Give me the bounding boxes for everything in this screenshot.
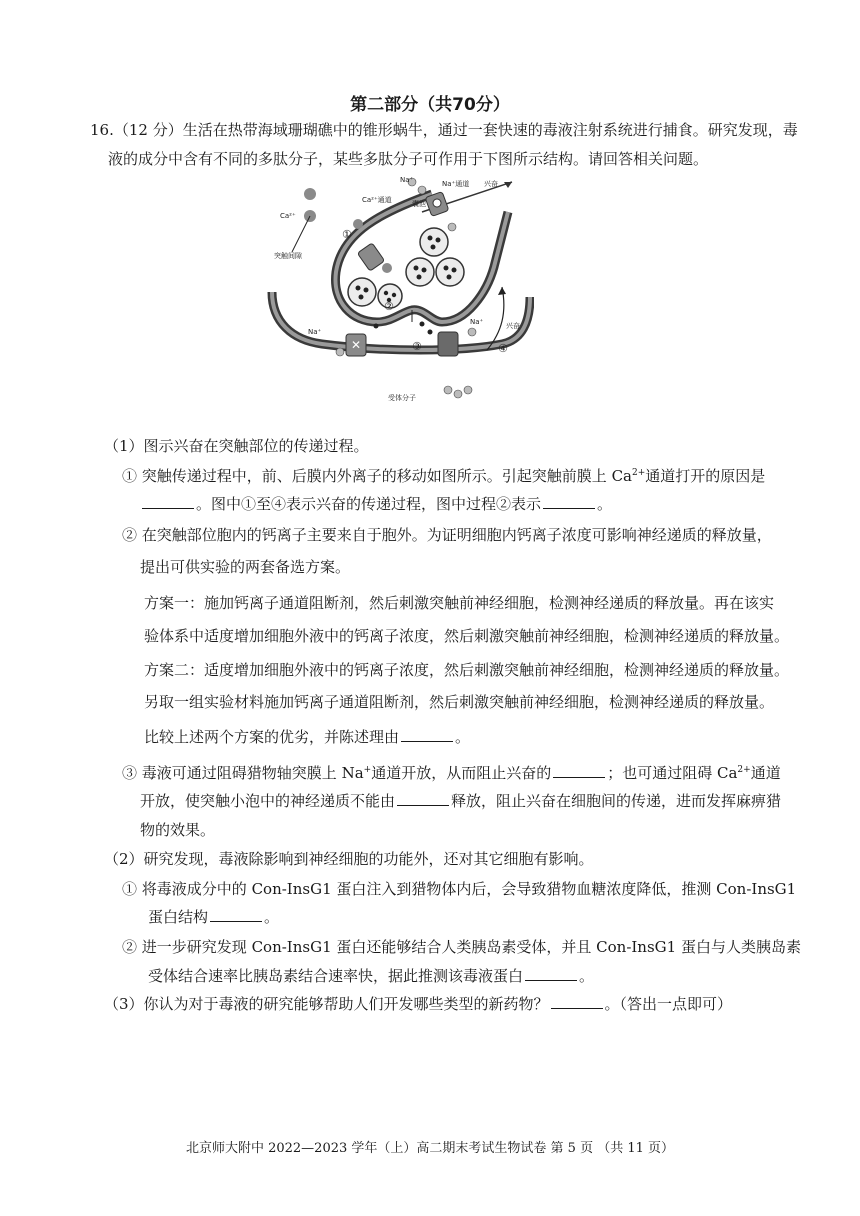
marker-1: ①	[342, 228, 352, 241]
part2-q1-line2: 蛋白结构 。	[148, 908, 280, 926]
question-number: 16.	[90, 121, 114, 139]
question-intro-line1: 16.（12 分）生活在热带海域珊瑚礁中的锥形蜗牛，通过一套快速的毒液注射系统进行捕食。研究发现，毒	[90, 121, 798, 139]
answer-blank[interactable]	[525, 966, 577, 981]
part1-q2-line1: ② 在突触部位胞内的钙离子主要来自于胞外。为证明细胞内钙离子浓度可影响神经递质的释放量，	[122, 526, 772, 544]
plan-a-line2: 验体系中适度增加细胞外液中的钙离子浓度，然后刺激突触前神经细胞，检测神经递质的释放量。	[144, 627, 790, 645]
part1-q1-line2: 。图中①至④表示兴奋的传递过程，图中过程②表示 。	[140, 494, 612, 514]
section-title: 第二部分（共70分）	[350, 95, 510, 115]
plan-b-line2: 另取一组实验材料施加钙离子通道阻断剂，然后刺激突触前神经细胞，检测神经递质的释放量。	[144, 693, 775, 711]
label-receptor: 受体分子	[388, 394, 416, 402]
answer-blank[interactable]	[553, 763, 605, 778]
answer-blank[interactable]	[397, 791, 449, 806]
part1-q3-line1: ③ 毒液可通过阻碍猎物轴突膜上 Na+通道开放，从而阻止兴奋的 ；也可通过阻碍 $Ca^{2+}$通道	[122, 764, 781, 782]
part1-q1-line1: ① 突触传递过程中，前、后膜内外离子的移动如图所示。引起突触前膜上 $Ca^{2+}$通道打开的原因是	[122, 467, 766, 485]
synapse-figure	[262, 172, 534, 412]
label-excite-top: 兴奋	[484, 180, 498, 188]
part3-line: （3）你认为对于毒液的研究能够帮助人们开发哪些类型的新药物？ 。（答出一点即可）	[104, 995, 733, 1013]
part1-q3-line3: 物的效果。	[140, 821, 216, 839]
part1-q3-line2: 开放，使突触小泡中的神经递质不能由 释放，阻止兴奋在细胞间的传递，进而发挥麻痹猎	[140, 792, 782, 810]
answer-blank[interactable]	[210, 907, 262, 922]
question-intro-line2: 液的成分中含有不同的多肽分子，某些多肽分子可作用于下图所示结构。请回答相关问题。	[108, 150, 709, 168]
part1-q2-line2: 提出可供实验的两套备选方案。	[140, 558, 351, 576]
part2-q1-line1: ① 将毒液成分中的 Con-InsG1 蛋白注入到猎物体内后，会导致猎物血糖浓度降低，推测 Con-InsG1	[122, 880, 797, 898]
label-na-right: Na⁺	[470, 318, 484, 326]
label-cleft: 突触间隙	[274, 252, 302, 260]
part1-heading: （1）图示兴奋在突触部位的传递过程。	[104, 437, 369, 455]
part2-q2-line2: 受体结合速率比胰岛素结合速率快，据此推测该毒液蛋白 。	[148, 967, 595, 985]
page-footer: 北京师大附中 2022—2023 学年（上）高二期末考试生物试卷 第 5 页 （共 11 页）	[185, 1141, 675, 1156]
part2-q2-line1: ② 进一步研究发现 Con-InsG1 蛋白还能够结合人类胰岛素受体，并且 Con-InsG1 蛋白与人类胰岛素	[122, 938, 801, 956]
marker-3: ③	[412, 340, 422, 353]
plan-a-line1: 方案一：施加钙离子通道阻断剂，然后刺激突触前神经细胞，检测神经递质的释放量。再在该实	[144, 594, 775, 612]
label-ca: Ca²⁺	[280, 212, 296, 220]
ca-channel	[357, 243, 384, 271]
answer-blank[interactable]	[401, 727, 453, 742]
compare-line: 比较上述两个方案的优劣，并陈述理由 。	[144, 728, 471, 746]
marker-2: ②	[384, 300, 394, 313]
label-vesicle: 囊泡	[412, 200, 426, 208]
answer-blank[interactable]	[543, 494, 595, 509]
receptor-blocked	[346, 334, 366, 356]
plan-b-line1: 方案二：适度增加细胞外液中的钙离子浓度，然后刺激突触前神经细胞，检测神经递质的释放量。	[144, 661, 790, 679]
receptor-active	[438, 332, 458, 356]
label-na-top: Na⁺	[400, 176, 414, 184]
answer-blank[interactable]	[551, 994, 603, 1009]
label-na-left: Na⁺	[308, 328, 322, 336]
answer-blank[interactable]	[142, 494, 194, 509]
part2-heading: （2）研究发现，毒液除影响到神经细胞的功能外，还对其它细胞有影响。	[104, 850, 594, 868]
question-score: （12 分）	[113, 121, 183, 139]
label-ca-channel: Ca²⁺通道	[362, 196, 392, 204]
vesicle-group	[348, 228, 464, 308]
marker-4: ④	[498, 342, 508, 355]
svg-text:✕: ✕	[351, 338, 362, 352]
label-na-channel: Na⁺通道	[442, 180, 470, 188]
label-excite-right: 兴奋	[506, 322, 520, 330]
